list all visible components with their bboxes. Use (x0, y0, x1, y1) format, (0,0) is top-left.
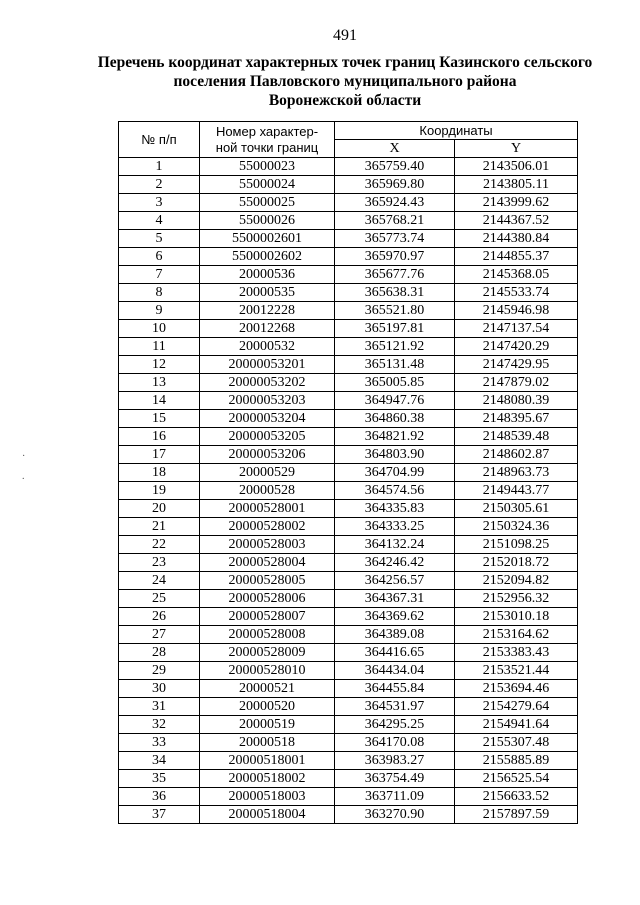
cell-number: 31 (119, 698, 200, 716)
cell-y: 2149443.77 (455, 482, 578, 500)
table-row (119, 212, 578, 230)
table-row (119, 806, 578, 824)
cell-x: 364170.08 (335, 734, 455, 752)
table-row (119, 392, 578, 410)
table-row (119, 248, 578, 266)
cell-number: 37 (119, 806, 200, 824)
cell-number: 20 (119, 500, 200, 518)
cell-point-id: 20000528 (200, 482, 335, 500)
cell-y: 2156633.52 (455, 788, 578, 806)
cell-point-id: 20000528001 (200, 500, 335, 518)
cell-number: 28 (119, 644, 200, 662)
title-line-1: Перечень координат характерных точек границ Казинского сельского (97, 54, 593, 71)
cell-number: 26 (119, 608, 200, 626)
cell-point-id: 20000528006 (200, 590, 335, 608)
cell-number: 3 (119, 194, 200, 212)
cell-x: 364574.56 (335, 482, 455, 500)
cell-point-id: 20012228 (200, 302, 335, 320)
cell-y: 2153521.44 (455, 662, 578, 680)
cell-y: 2151098.25 (455, 536, 578, 554)
cell-x: 364335.83 (335, 500, 455, 518)
cell-y: 2153010.18 (455, 608, 578, 626)
table-row (119, 536, 578, 554)
cell-y: 2145946.98 (455, 302, 578, 320)
cell-y: 2147137.54 (455, 320, 578, 338)
table-row (119, 446, 578, 464)
cell-number: 13 (119, 374, 200, 392)
cell-y: 2144367.52 (455, 212, 578, 230)
table-row (119, 338, 578, 356)
cell-x: 365759.40 (335, 158, 455, 176)
cell-x: 365969.80 (335, 176, 455, 194)
cell-number: 21 (119, 518, 200, 536)
table-row (119, 680, 578, 698)
cell-point-id: 20000520 (200, 698, 335, 716)
cell-number: 24 (119, 572, 200, 590)
table-row (119, 194, 578, 212)
table-row (119, 572, 578, 590)
cell-point-id: 20012268 (200, 320, 335, 338)
cell-y: 2152956.32 (455, 590, 578, 608)
header-x: X (335, 140, 455, 158)
cell-number: 7 (119, 266, 200, 284)
cell-x: 363754.49 (335, 770, 455, 788)
header-point-line-1: Номер характер- (215, 123, 319, 139)
cell-x: 364256.57 (335, 572, 455, 590)
cell-point-id: 55000026 (200, 212, 335, 230)
cell-number: 1 (119, 158, 200, 176)
cell-number: 29 (119, 662, 200, 680)
cell-x: 365924.43 (335, 194, 455, 212)
cell-number: 19 (119, 482, 200, 500)
cell-y: 2150324.36 (455, 518, 578, 536)
cell-x: 364860.38 (335, 410, 455, 428)
table-body (119, 158, 578, 824)
cell-number: 18 (119, 464, 200, 482)
table-row (119, 626, 578, 644)
table-row (119, 608, 578, 626)
table-row (119, 158, 578, 176)
cell-point-id: 55000024 (200, 176, 335, 194)
cell-number: 17 (119, 446, 200, 464)
cell-number: 30 (119, 680, 200, 698)
cell-point-id: 20000053206 (200, 446, 335, 464)
cell-y: 2154941.64 (455, 716, 578, 734)
cell-number: 12 (119, 356, 200, 374)
cell-y: 2152018.72 (455, 554, 578, 572)
cell-point-id: 20000053203 (200, 392, 335, 410)
cell-number: 36 (119, 788, 200, 806)
cell-number: 14 (119, 392, 200, 410)
cell-x: 365131.48 (335, 356, 455, 374)
cell-point-id: 20000053201 (200, 356, 335, 374)
cell-y: 2148539.48 (455, 428, 578, 446)
cell-y: 2148602.87 (455, 446, 578, 464)
cell-number: 25 (119, 590, 200, 608)
table-row (119, 644, 578, 662)
table-row (119, 482, 578, 500)
cell-y: 2143506.01 (455, 158, 578, 176)
header-coordinates: Координаты (335, 122, 578, 140)
cell-y: 2147879.02 (455, 374, 578, 392)
table-row (119, 176, 578, 194)
cell-x: 364369.62 (335, 608, 455, 626)
cell-number: 8 (119, 284, 200, 302)
table-row (119, 662, 578, 680)
cell-x: 365677.76 (335, 266, 455, 284)
cell-y: 2145368.05 (455, 266, 578, 284)
cell-x: 364389.08 (335, 626, 455, 644)
table-row (119, 428, 578, 446)
table-row (119, 518, 578, 536)
cell-x: 364132.24 (335, 536, 455, 554)
table-row (119, 320, 578, 338)
cell-y: 2153694.46 (455, 680, 578, 698)
cell-point-id: 20000519 (200, 716, 335, 734)
cell-number: 27 (119, 626, 200, 644)
cell-x: 364434.04 (335, 662, 455, 680)
table-row (119, 356, 578, 374)
table-row (119, 590, 578, 608)
cell-number: 15 (119, 410, 200, 428)
cell-x: 364246.42 (335, 554, 455, 572)
cell-x: 365773.74 (335, 230, 455, 248)
cell-number: 9 (119, 302, 200, 320)
cell-x: 364704.99 (335, 464, 455, 482)
table-row (119, 698, 578, 716)
table-row (119, 752, 578, 770)
cell-point-id: 5500002602 (200, 248, 335, 266)
table-row (119, 374, 578, 392)
table-row (119, 788, 578, 806)
cell-number: 34 (119, 752, 200, 770)
table-row (119, 266, 578, 284)
header-y: Y (455, 140, 578, 158)
cell-x: 365005.85 (335, 374, 455, 392)
cell-point-id: 20000518001 (200, 752, 335, 770)
cell-number: 23 (119, 554, 200, 572)
cell-point-id: 20000518 (200, 734, 335, 752)
cell-point-id: 20000528007 (200, 608, 335, 626)
table-row (119, 464, 578, 482)
cell-point-id: 20000521 (200, 680, 335, 698)
cell-x: 363983.27 (335, 752, 455, 770)
cell-y: 2148963.73 (455, 464, 578, 482)
cell-point-id: 20000536 (200, 266, 335, 284)
cell-y: 2147429.95 (455, 356, 578, 374)
cell-x: 363711.09 (335, 788, 455, 806)
cell-point-id: 20000518002 (200, 770, 335, 788)
cell-y: 2150305.61 (455, 500, 578, 518)
cell-x: 364947.76 (335, 392, 455, 410)
cell-point-id: 20000528008 (200, 626, 335, 644)
cell-x: 365121.92 (335, 338, 455, 356)
cell-x: 365970.97 (335, 248, 455, 266)
cell-point-id: 5500002601 (200, 230, 335, 248)
table-row (119, 410, 578, 428)
cell-y: 2153383.43 (455, 644, 578, 662)
cell-point-id: 55000025 (200, 194, 335, 212)
table-row (119, 230, 578, 248)
cell-number: 11 (119, 338, 200, 356)
title-line-2: поселения Павловского муниципального района (173, 73, 517, 90)
cell-x: 363270.90 (335, 806, 455, 824)
cell-point-id: 20000053202 (200, 374, 335, 392)
cell-point-id: 20000528003 (200, 536, 335, 554)
margin-mark: · . (22, 451, 26, 482)
coordinates-table (118, 121, 578, 824)
cell-x: 364367.31 (335, 590, 455, 608)
cell-point-id: 20000518003 (200, 788, 335, 806)
table-row (119, 716, 578, 734)
cell-y: 2143805.11 (455, 176, 578, 194)
cell-point-id: 20000053204 (200, 410, 335, 428)
cell-y: 2156525.54 (455, 770, 578, 788)
table-row (119, 284, 578, 302)
cell-x: 364333.25 (335, 518, 455, 536)
cell-point-id: 20000528005 (200, 572, 335, 590)
cell-number: 32 (119, 716, 200, 734)
cell-y: 2148395.67 (455, 410, 578, 428)
cell-number: 22 (119, 536, 200, 554)
cell-number: 5 (119, 230, 200, 248)
cell-x: 364416.65 (335, 644, 455, 662)
table-row (119, 302, 578, 320)
cell-x: 364455.84 (335, 680, 455, 698)
cell-x: 364803.90 (335, 446, 455, 464)
cell-x: 364531.97 (335, 698, 455, 716)
cell-x: 364821.92 (335, 428, 455, 446)
header-point-number (200, 122, 335, 158)
cell-y: 2144855.37 (455, 248, 578, 266)
cell-x: 365521.80 (335, 302, 455, 320)
cell-number: 33 (119, 734, 200, 752)
cell-point-id: 55000023 (200, 158, 335, 176)
cell-x: 365197.81 (335, 320, 455, 338)
cell-y: 2143999.62 (455, 194, 578, 212)
cell-y: 2157897.59 (455, 806, 578, 824)
cell-y: 2145533.74 (455, 284, 578, 302)
cell-y: 2147420.29 (455, 338, 578, 356)
table-row (119, 554, 578, 572)
cell-y: 2155307.48 (455, 734, 578, 752)
cell-x: 365638.31 (335, 284, 455, 302)
cell-point-id: 20000532 (200, 338, 335, 356)
title-line-3: Воронежской области (268, 92, 422, 109)
cell-x: 364295.25 (335, 716, 455, 734)
cell-y: 2153164.62 (455, 626, 578, 644)
cell-y: 2148080.39 (455, 392, 578, 410)
cell-point-id: 20000528002 (200, 518, 335, 536)
cell-point-id: 20000528004 (200, 554, 335, 572)
cell-number: 4 (119, 212, 200, 230)
cell-point-id: 20000535 (200, 284, 335, 302)
cell-y: 2152094.82 (455, 572, 578, 590)
cell-number: 10 (119, 320, 200, 338)
table-row (119, 500, 578, 518)
document-title (95, 53, 595, 110)
cell-number: 2 (119, 176, 200, 194)
cell-point-id: 20000053205 (200, 428, 335, 446)
header-number: № п/п (119, 122, 200, 158)
cell-y: 2155885.89 (455, 752, 578, 770)
cell-x: 365768.21 (335, 212, 455, 230)
cell-point-id: 20000528010 (200, 662, 335, 680)
header-point-line-2: ной точки границ (215, 139, 319, 155)
cell-number: 6 (119, 248, 200, 266)
cell-number: 16 (119, 428, 200, 446)
table-header (119, 122, 578, 158)
cell-number: 35 (119, 770, 200, 788)
cell-point-id: 20000529 (200, 464, 335, 482)
cell-y: 2144380.84 (455, 230, 578, 248)
cell-point-id: 20000518004 (200, 806, 335, 824)
page-number: 491 (333, 27, 357, 44)
table-row (119, 770, 578, 788)
cell-y: 2154279.64 (455, 698, 578, 716)
cell-point-id: 20000528009 (200, 644, 335, 662)
table-row (119, 734, 578, 752)
